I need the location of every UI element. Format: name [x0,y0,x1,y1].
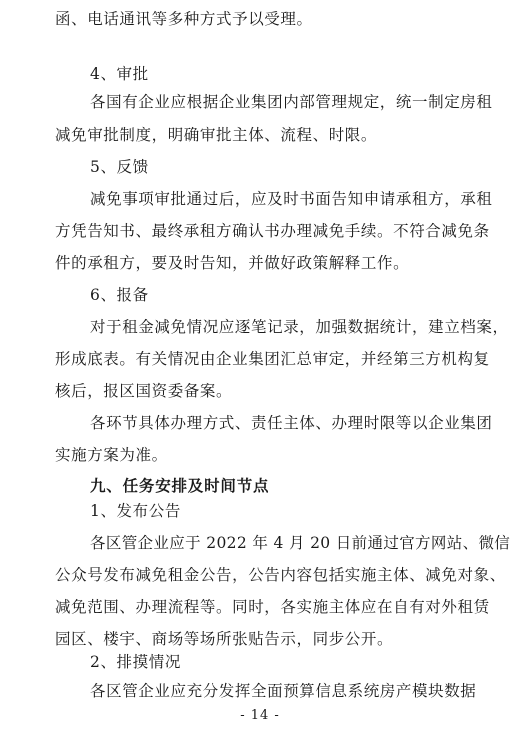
subsection-heading: 4、审批 [90,65,149,83]
section-heading: 九、任务安排及时间节点 [90,477,270,495]
body-text-line: 减免范围、办理流程等。同时，各实施主体应在自有对外租赁 [55,598,490,616]
body-text-line: 件的承租方，要及时告知，并做好政策解释工作。 [55,254,410,272]
paragraph-line: 各国有企业应根据企业集团内部管理规定，统一制定房租 [90,93,493,111]
body-text-line: 园区、楼宇、商场等场所张贴告示，同步公开。 [55,630,394,648]
paragraph-line: 减免事项审批通过后，应及时书面告知申请承租方，承租 [90,190,493,208]
subsection-heading: 6、报备 [90,286,149,304]
body-text-line: 实施方案为准。 [55,446,168,464]
body-text-line: 方凭告知书、最终承租方确认书办理减免手续。不符合减免条 [55,222,490,240]
subsection-heading: 1、发布公告 [90,502,181,520]
paragraph-line: 各区管企业应于 2022 年 4 月 20 日前通过官方网站、微信 [90,534,511,552]
subsection-heading: 2、排摸情况 [90,653,181,671]
subsection-heading: 5、反馈 [90,158,149,176]
page-number: - 14 - [240,708,280,723]
body-text-line: 减免审批制度，明确审批主体、流程、时限。 [55,126,378,144]
body-text-line: 核后，报区国资委备案。 [55,382,233,400]
paragraph-line: 各区管企业应充分发挥全面预算信息系统房产模块数据 [90,682,477,700]
body-text-line: 形成底表。有关情况由企业集团汇总审定，并经第三方机构复 [55,350,490,368]
paragraph-line: 对于租金减免情况应逐笔记录，加强数据统计，建立档案， [90,318,509,336]
body-text-line: 公众号发布减免租金公告，公告内容包括实施主体、减免对象、 [55,566,506,584]
paragraph-line: 各环节具体办理方式、责任主体、办理时限等以企业集团 [90,414,493,432]
body-text-line: 函、电话通讯等多种方式予以受理。 [55,10,313,28]
